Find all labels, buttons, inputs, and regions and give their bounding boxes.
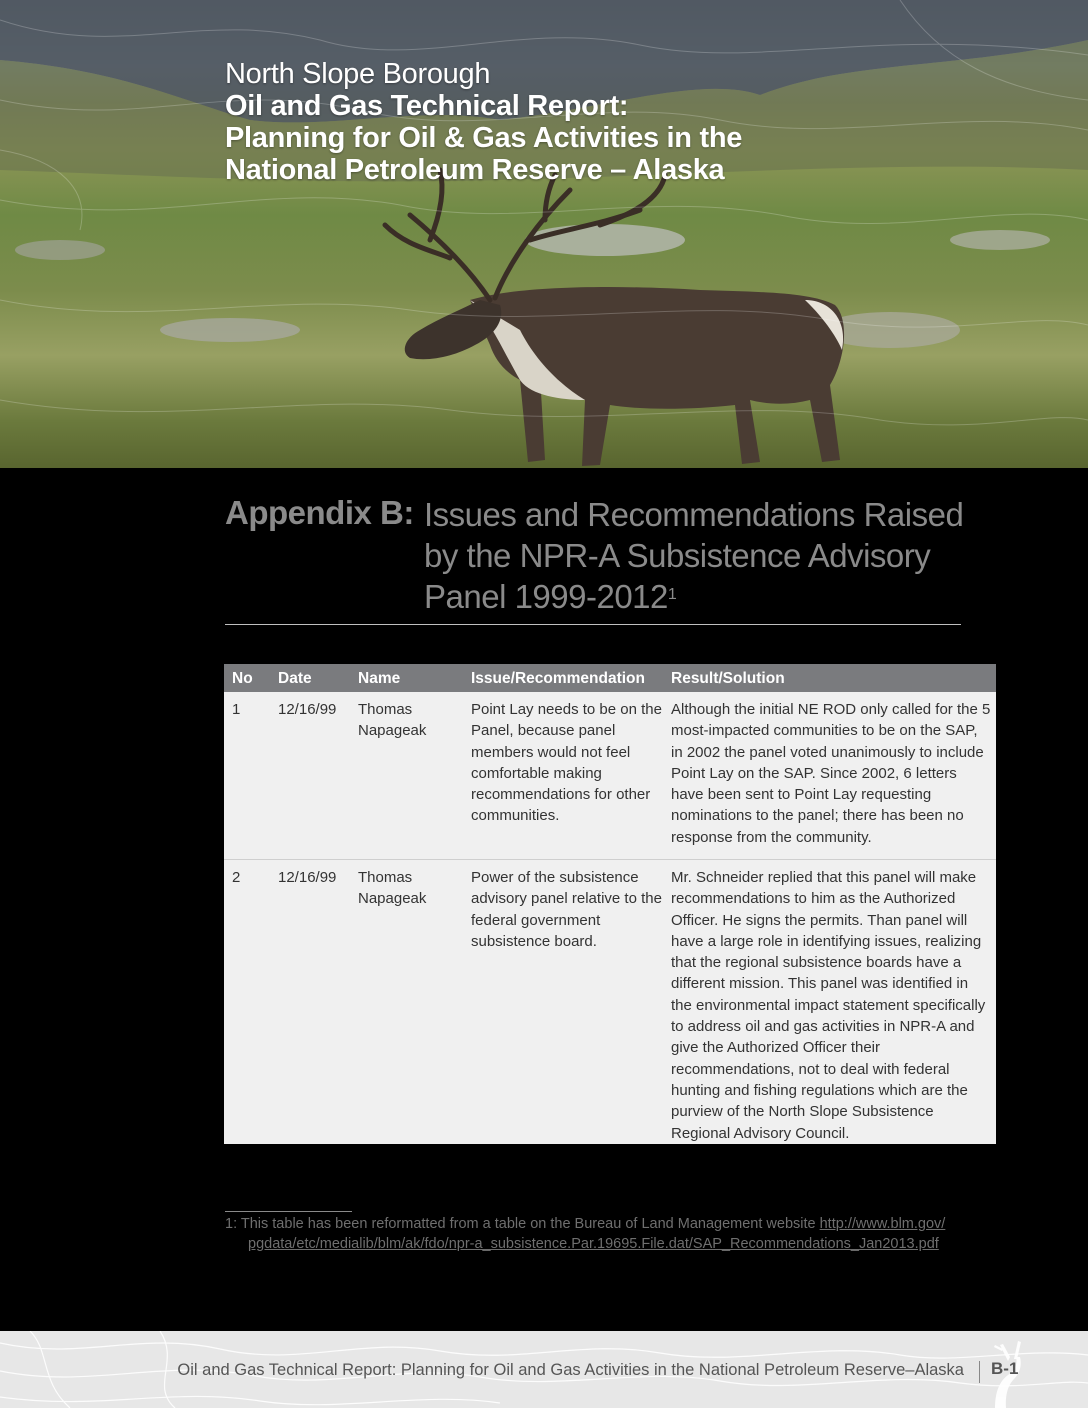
organization-name: North Slope Borough — [225, 58, 491, 90]
footnote-link-continued[interactable]: pgdata/etc/medialib/blm/ak/fdo/npr-a_subsistence.Par.19695.File.dat/SAP_Recommendations_Jan2013.pdf — [248, 1236, 939, 1252]
table-row — [224, 692, 996, 860]
cell-no: 2 — [224, 860, 278, 1144]
footnote-ref[interactable]: 1 — [667, 586, 677, 603]
footnote — [225, 1214, 985, 1254]
cell-issue: Power of the subsistence advisory panel relative to the federal government subsistence board. — [471, 860, 671, 1144]
footnote-link[interactable]: http://www.blm.gov/ — [819, 1216, 946, 1232]
appendix-title — [424, 494, 964, 617]
cell-issue: Point Lay needs to be on the Panel, because panel members would not feel comfortable making recommendations for other communities. — [471, 692, 671, 860]
page-number: B-1 — [991, 1359, 1019, 1378]
cell-date: 12/16/99 — [278, 692, 358, 860]
report-title-line: Oil and Gas Technical Report: — [225, 90, 629, 122]
footnote-divider — [225, 1211, 352, 1212]
cell-name: Thomas Napageak — [358, 692, 471, 860]
cell-no: 1 — [224, 692, 278, 860]
column-header-result: Result/Solution — [671, 664, 996, 692]
footnote-text: 1: This table has been reformatted from a table on the Bureau of Land Management website — [225, 1216, 816, 1232]
column-header-no: No — [224, 664, 278, 692]
footer-separator — [979, 1361, 980, 1383]
column-header-issue: Issue/Recommendation — [471, 664, 671, 692]
cell-date: 12/16/99 — [278, 860, 358, 1144]
appendix-title-text: Issues and Recommendations Raised by the NPR-A Subsistence Advisory Panel 1999-2012 — [424, 496, 964, 615]
page-footer — [0, 1331, 1088, 1408]
footer-report-title: Oil and Gas Technical Report: Planning for Oil and Gas Activities in the National Petroleum Reserve–Alaska — [177, 1361, 964, 1379]
report-title-line: Planning for Oil & Gas Activities in the — [225, 122, 743, 154]
hero-banner — [0, 0, 1088, 468]
table-header-row — [224, 664, 996, 692]
column-header-name: Name — [358, 664, 471, 692]
appendix-label: Appendix B: — [225, 494, 414, 531]
column-header-date: Date — [278, 664, 358, 692]
report-title-line: National Petroleum Reserve – Alaska — [225, 154, 725, 186]
recommendations-table — [224, 664, 996, 1144]
cell-result: Mr. Schneider replied that this panel will make recommendations to him as the Authorized Officer. He signs the permits. Than panel will have a large role in identifying issues, realizing that the regional subsistence boards have a different mission. This panel was identified in the environmental impact statement specifically to address oil and gas activities in NPR-A and give the Authorized Officer their recommendations, not to deal with federal hunting and fishing regulations which are the purview of the North Slope Subsistence Regional Advisory Council. — [671, 860, 996, 1144]
heading-divider — [225, 624, 961, 625]
table-row — [224, 860, 996, 1144]
cell-result: Although the initial NE ROD only called for the 5 most-impacted communities to be on the SAP, in 2002 the panel voted unanimously to include Point Lay on the SAP. Since 2002, 6 letters have been sent to Point Lay requesting nominations to the panel; there has been no response from the community. — [671, 692, 996, 860]
cell-name: Thomas Napageak — [358, 860, 471, 1144]
report-title-block — [225, 58, 742, 186]
